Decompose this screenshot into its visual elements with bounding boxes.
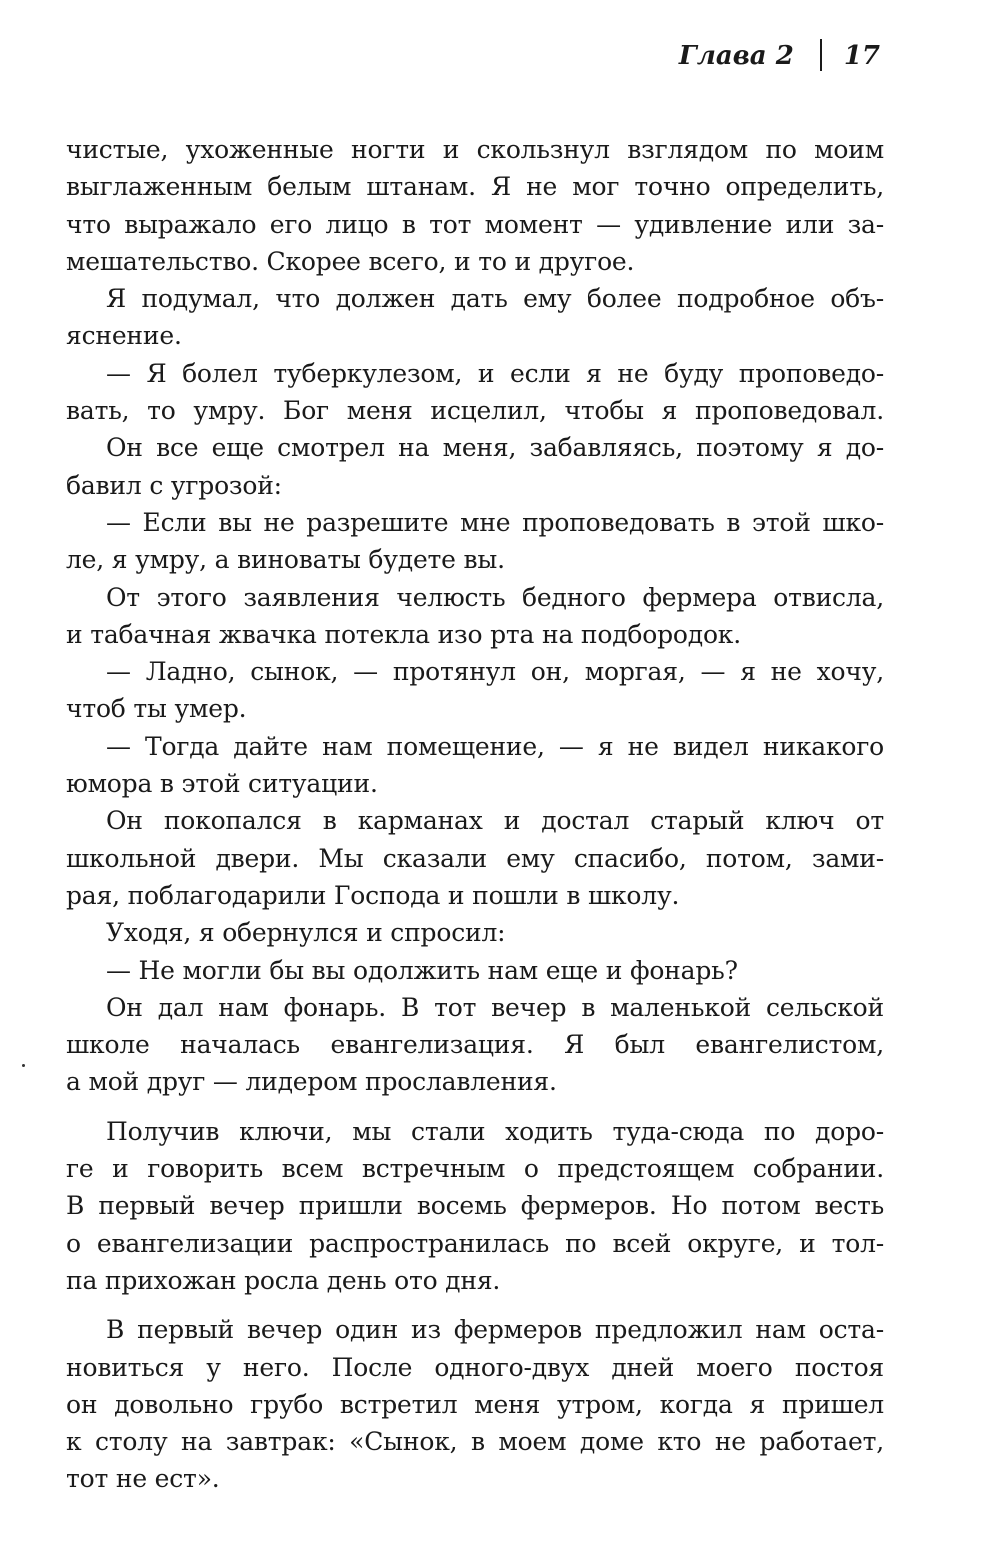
text-line: школе началась евангелизация. Я был евангелистом,: [66, 1030, 884, 1060]
paragraph-start: В первый вечер один из фермеров предложил нам оста-: [106, 1315, 884, 1345]
paragraph-start: — Если вы не разрешите мне проповедовать в этой шко-: [106, 507, 884, 537]
paragraph-start: — Ладно, сынок, — протянул он, моргая, — я не хочу,: [106, 657, 884, 687]
text-line: а мой друг — лидером прославления.: [66, 1067, 557, 1097]
text-line: рая, поблагодарили Господа и пошли в школу.: [66, 880, 680, 910]
paragraph-start: — Не могли бы вы одолжить нам еще и фонарь?: [106, 955, 738, 985]
paragraph-start: Он дал нам фонарь. В тот вечер в маленькой сельской: [106, 992, 884, 1022]
paragraph-start: Он все еще смотрел на меня, забавляясь, поэтому я до-: [106, 433, 884, 463]
paragraph-start: Уходя, я обернулся и спросил:: [106, 918, 506, 948]
paragraph-gap: [66, 1299, 884, 1311]
text-line: чтоб ты умер.: [66, 694, 247, 724]
text-line: он довольно грубо встретил меня утром, когда я пришел: [66, 1389, 884, 1419]
paragraph-start: — Тогда дайте нам помещение, — я не видел никакого: [106, 731, 884, 761]
text-line: яснение.: [66, 321, 182, 351]
text-line: что выражало его лицо в тот момент — удивление или за-: [66, 209, 884, 239]
text-line: о евангелизации распространилась по всей округе, и тол-: [66, 1228, 884, 1258]
paragraph-start: Получив ключи, мы стали ходить туда-сюда по доро-: [106, 1116, 884, 1146]
paragraph-start: Он покопался в карманах и достал старый ключ от: [106, 806, 884, 836]
paragraph-gap: [66, 1101, 884, 1113]
text-line: к столу на завтрак: «Сынок, в моем доме кто не работает,: [66, 1427, 884, 1457]
paragraph-start: От этого заявления челюсть бедного фермера отвисла,: [106, 582, 884, 612]
text-line: выглаженным белым штанам. Я не мог точно определить,: [66, 172, 884, 202]
scan-speck: [22, 1064, 25, 1067]
paragraph-start: Я подумал, что должен дать ему более подробное объ-: [106, 284, 884, 314]
text-line: бавил с угрозой:: [66, 470, 282, 500]
page-number: 17: [843, 41, 880, 71]
text-line: мешательство. Скорее всего, и то и другое.: [66, 246, 635, 276]
body-text: [66, 131, 884, 1498]
text-line: вать, то умру. Бог меня исцелил, чтобы я проповедовал.: [66, 396, 884, 426]
text-line: па прихожан росла день ото дня.: [66, 1265, 501, 1295]
paragraph-start: — Я болел туберкулезом, и если я не буду проповедо-: [106, 358, 884, 388]
text-line: юмора в этой ситуации.: [66, 769, 378, 799]
text-line: и табачная жвачка потекла изо рта на подбородок.: [66, 619, 741, 649]
text-line: школьной двери. Мы сказали ему спасибо, потом, зами-: [66, 843, 884, 873]
text-line: В первый вечер пришли восемь фермеров. Но потом весть: [66, 1191, 884, 1221]
text-line: ге и говорить всем встречным о предстоящем собрании.: [66, 1154, 884, 1184]
text-line: чистые, ухоженные ногти и скользнул взглядом по моим: [66, 135, 884, 164]
header-separator: [820, 39, 822, 71]
text-line: ле, я умру, а виноваты будете вы.: [66, 545, 505, 575]
text-line: тот не ест».: [66, 1464, 220, 1494]
text-line: новиться у него. После одного-двух дней моего постоя: [66, 1352, 884, 1382]
chapter-title: Глава 2: [678, 41, 794, 71]
running-header: [0, 36, 880, 76]
